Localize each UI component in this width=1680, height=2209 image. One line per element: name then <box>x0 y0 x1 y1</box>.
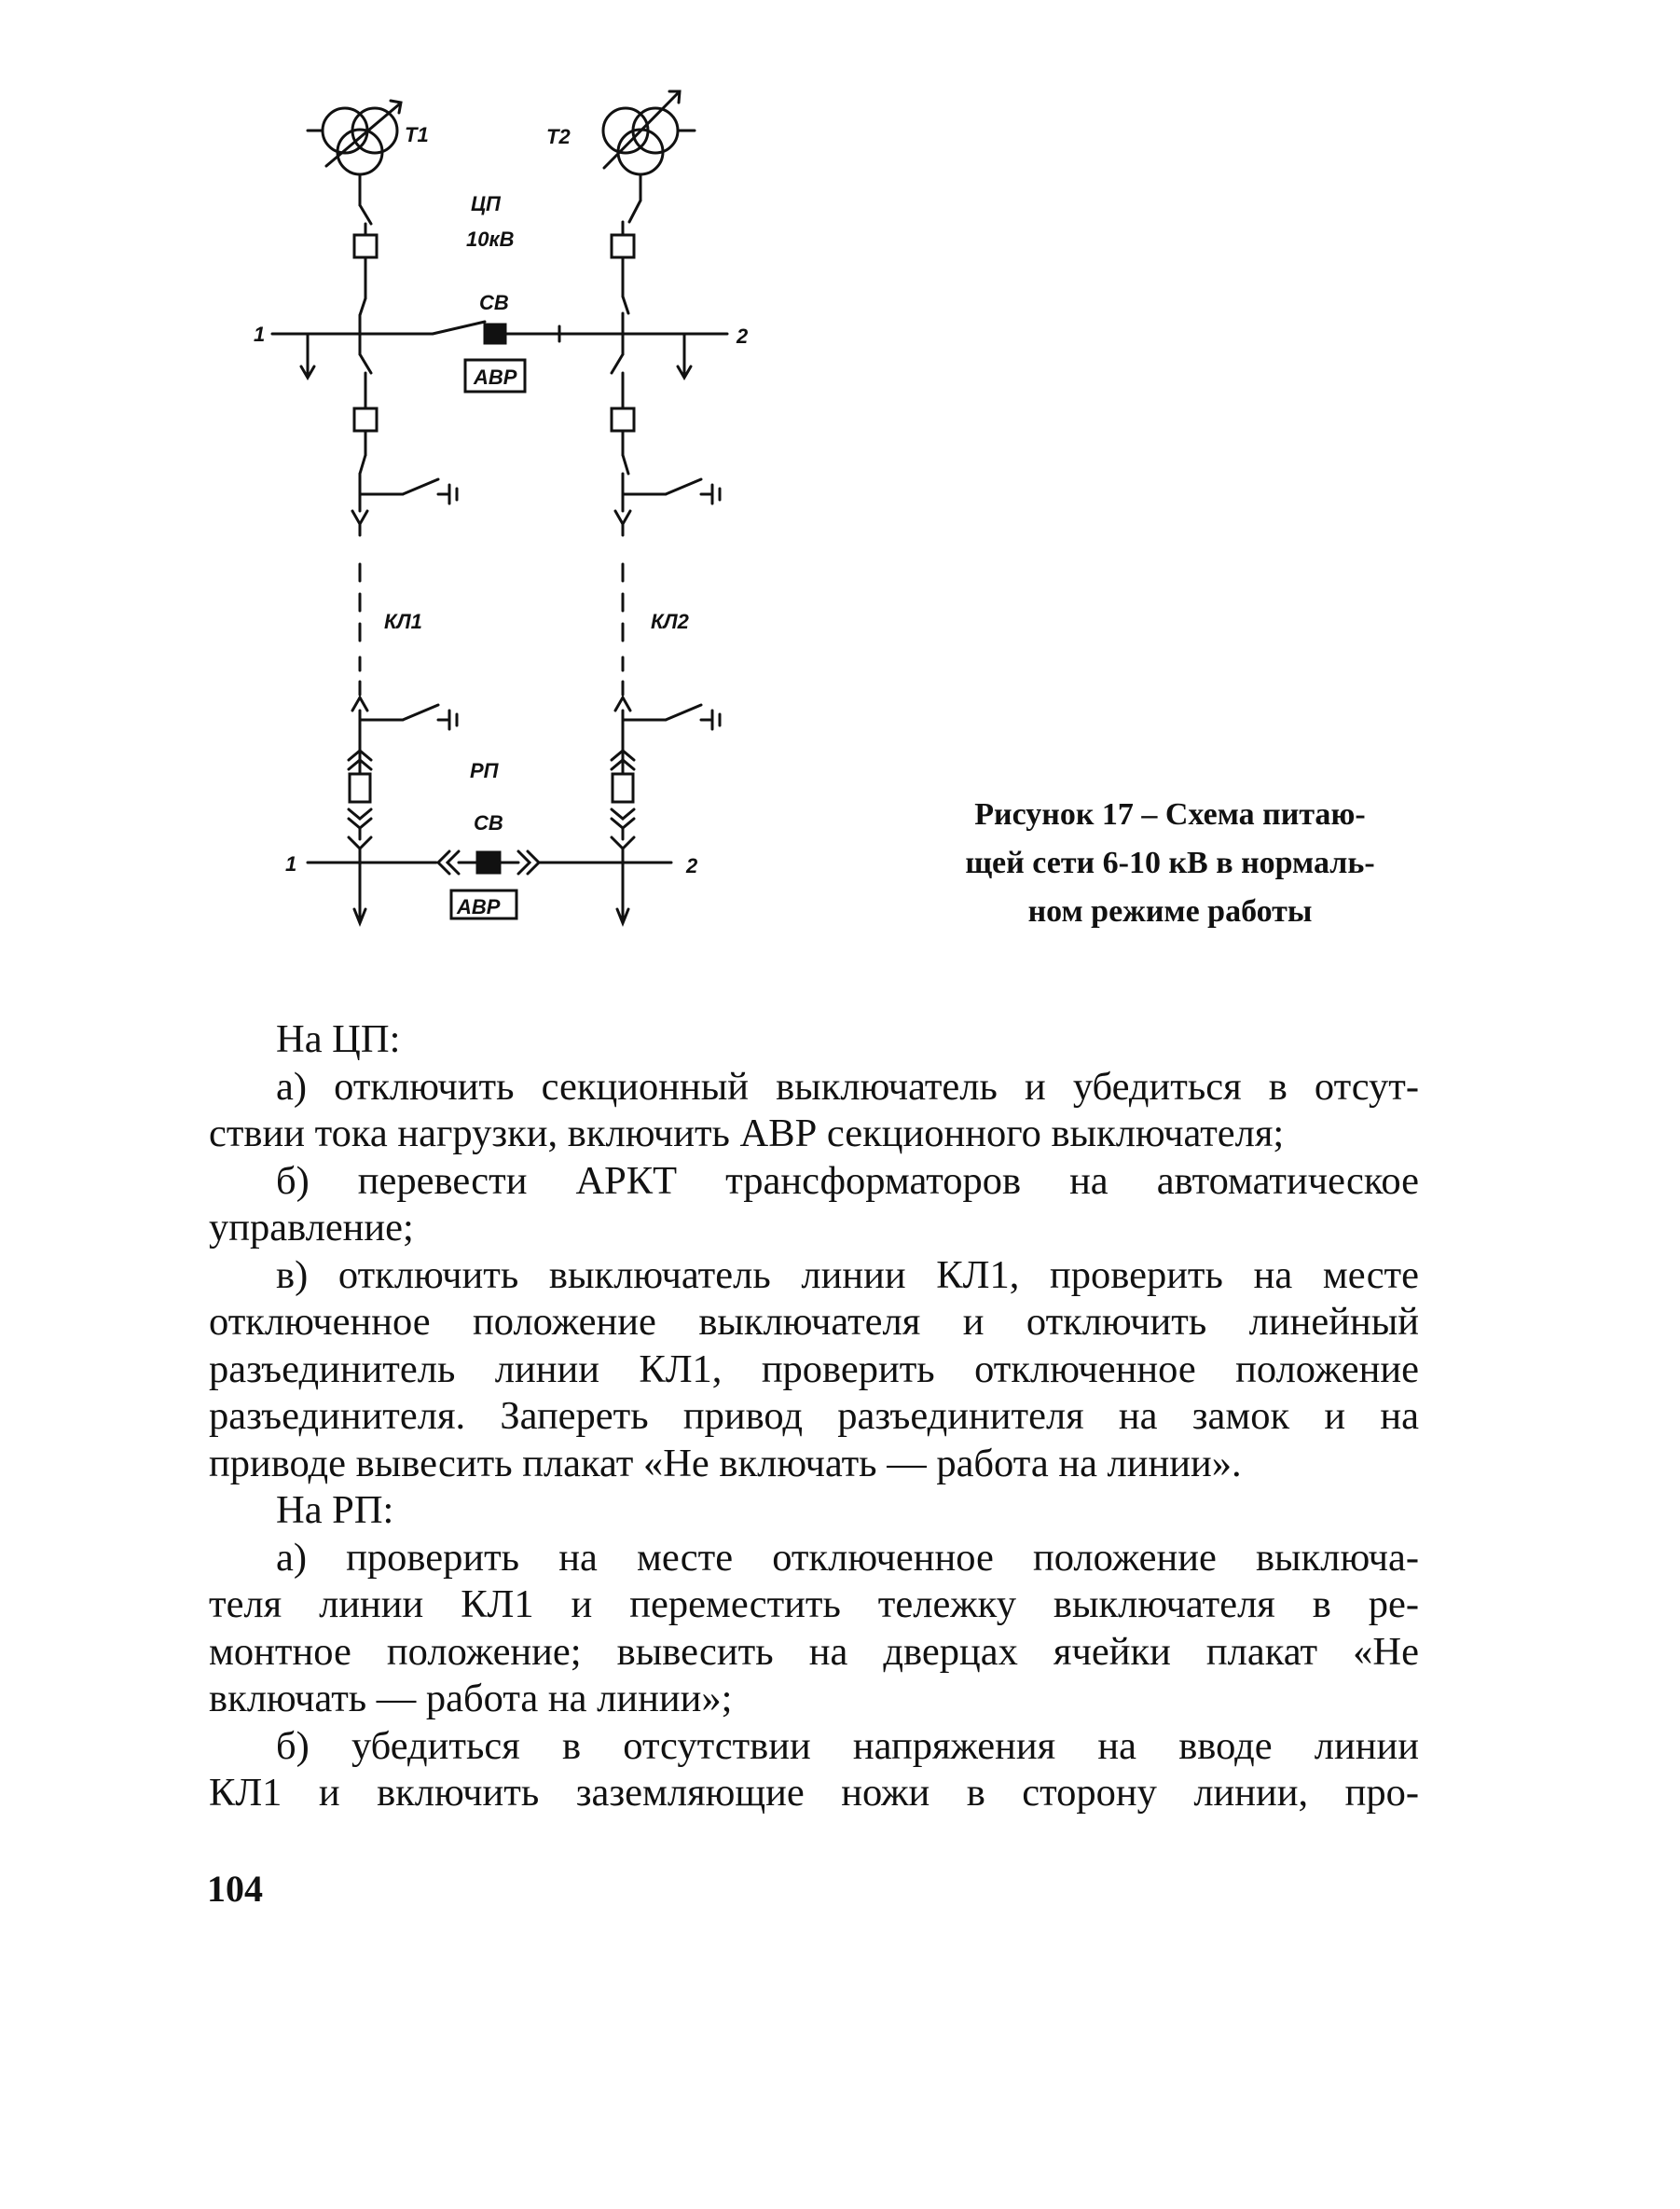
label-sv-bottom: СВ <box>474 811 503 835</box>
cp-heading: На ЦП: <box>276 1017 401 1061</box>
paragraph-rp-b: б) убедиться в отсутствии напряжения на вводе линии КЛ1 и включить заземляющие ножи в сторону линии, про- <box>209 1723 1419 1815</box>
paragraph-rp-a: а) проверить на месте отключенное положение выключа- теля линии КЛ1 и переместить тележку выключателя в ре- монтное положение; вывесить на дверцах ячейки плакат «Не включать — работа на линии»; <box>209 1535 1419 1720</box>
rp-heading: На РП: <box>276 1488 394 1532</box>
transformer-t1 <box>308 101 401 174</box>
figure-caption <box>918 791 1422 936</box>
label-cp: ЦП <box>471 192 501 215</box>
label-bus1-bottom: 1 <box>285 852 297 876</box>
label-voltage: 10кВ <box>466 228 515 251</box>
caption-line: Рисунок 17 – Схема питаю- <box>974 797 1366 832</box>
label-bus2-bottom: 2 <box>686 854 698 877</box>
paragraph-cp-a: а) отключить секционный выключатель и убедиться в отсут- ствии тока нагрузки, включить АВР секционного выключателя; <box>209 1064 1419 1155</box>
paragraph-cp-b: б) перевести АРКТ трансформаторов на автоматическое управление; <box>209 1158 1419 1249</box>
label-bus2-top: 2 <box>737 324 749 348</box>
label-kl1: КЛ1 <box>384 610 422 633</box>
label-rp: РП <box>470 759 499 782</box>
transformer-t2 <box>603 91 695 174</box>
label-bus1-top: 1 <box>254 323 266 346</box>
caption-line: ном режиме работы <box>1027 894 1313 929</box>
label-t1: Т1 <box>405 123 429 146</box>
paragraph-cp-v: в) отключить выключатель линии КЛ1, проверить на месте отключенное положение выключателя и отключить линейный разъединитель линии КЛ1, проверить отключенное положение разъединителя. Запереть привод разъединителя на замок и на приводе вывесить плакат «Не включать — работа на линии». <box>209 1252 1419 1485</box>
body-text <box>209 1016 1419 1817</box>
right-feeder-upper <box>612 174 640 334</box>
caption-line: щей сети 6-10 кВ в нормаль- <box>965 846 1375 880</box>
power-network-scheme <box>0 0 839 951</box>
label-t2: Т2 <box>546 125 571 148</box>
label-sv-top: СВ <box>479 291 509 314</box>
left-feeder-upper <box>354 174 377 334</box>
label-avr-bottom: АВР <box>457 895 501 918</box>
label-avr-top: АВР <box>474 366 517 389</box>
page-number: 104 <box>207 1868 263 1910</box>
label-kl2: КЛ2 <box>651 610 689 633</box>
